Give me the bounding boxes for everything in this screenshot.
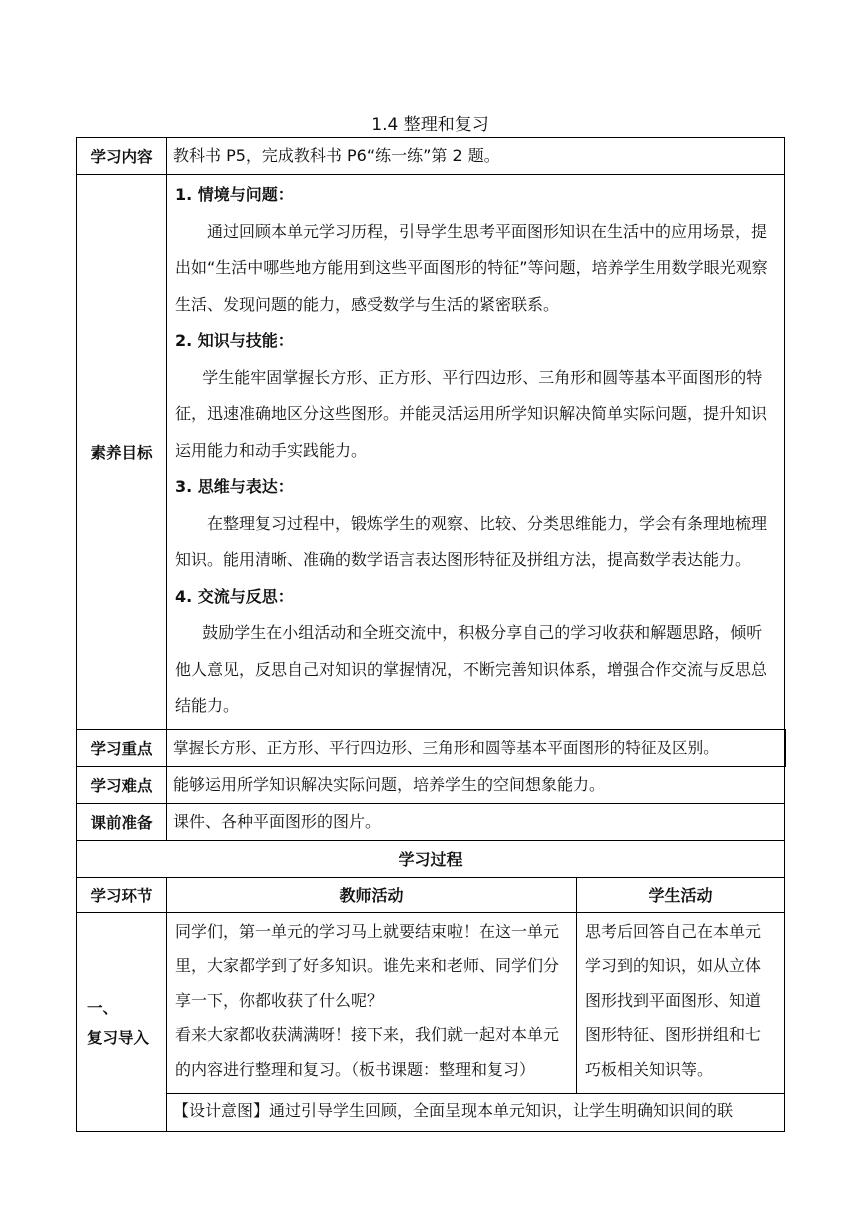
stage1-label	[77, 912, 167, 1132]
label-content: 学习内容	[77, 138, 167, 175]
label-goals: 素养目标	[77, 175, 167, 730]
row-content	[77, 138, 785, 175]
difficulty-text: 能够运用所学知识解决实际问题，培养学生的空间想象能力。	[167, 766, 785, 803]
row-stage1	[77, 912, 785, 1094]
header-teacher: 教师活动	[167, 877, 577, 912]
page-title: 1.4 整理和复习	[371, 115, 489, 135]
lesson-plan-table	[76, 137, 786, 1132]
row-goals	[77, 175, 785, 730]
goal-text: 在整理复习过程中，锻炼学生的观察、比较、分类思维能力，学会有条理地梳理知识。能用清晰、准确的数学语言表达图形特征及拼组方法，提高数学表达能力。	[175, 513, 768, 569]
row-process-header	[77, 877, 785, 912]
stage1-teacher	[167, 912, 577, 1094]
prep-text: 课件、各种平面图形的图片。	[167, 803, 785, 840]
goals-body	[167, 175, 785, 730]
header-stage: 学习环节	[77, 877, 167, 912]
label-prep: 课前准备	[77, 803, 167, 840]
goal-heading: 1. 情境与问题：	[175, 185, 294, 204]
stage1-number: 一、	[87, 998, 119, 1017]
stage1-title: 复习导入	[87, 1028, 150, 1047]
goal-heading: 3. 思维与表达：	[175, 477, 294, 496]
row-process	[77, 840, 785, 877]
design-intent: 【设计意图】通过引导学生回顾，全面呈现本单元知识，让学生明确知识间的联	[167, 1094, 785, 1132]
row-prep	[77, 803, 785, 840]
stage1-student: 思考后回答自己在本单元学习到的知识，如从立体图形找到平面图形、知道图形特征、图形拼组和七巧板相关知识等。	[577, 912, 785, 1094]
goal-heading: 2. 知识与技能：	[175, 331, 294, 350]
label-focus: 学习重点	[77, 729, 167, 766]
process-heading: 学习过程	[77, 840, 785, 877]
goal-text: 通过回顾本单元学习历程，引导学生思考平面图形知识在生活中的应用场景，提出如“生活中哪些地方能用到这些平面图形的特征”等问题，培养学生用数学眼光观察生活、发现问题的能力，感受数学与生活的紧密联系。	[175, 221, 768, 314]
label-difficulty: 学习难点	[77, 766, 167, 803]
content-text: 教科书 P5，完成教科书 P6“练一练”第 2 题。	[167, 138, 785, 175]
row-design-intent	[77, 1094, 785, 1132]
goal-text: 学生能牢固掌握长方形、正方形、平行四边形、三角形和圆等基本平面图形的特征，迅速准确地区分这些图形。并能灵活运用所学知识解决简单实际问题，提升知识运用能力和动手实践能力。	[175, 367, 768, 460]
teacher-paragraph: 看来大家都收获满满呀！接下来，我们就一起对本单元的内容进行整理和复习。（板书课题：整理和复习）	[175, 1025, 560, 1079]
row-focus	[77, 729, 785, 766]
goal-text: 鼓励学生在小组活动和全班交流中，积极分享自己的学习收获和解题思路，倾听他人意见，反思自己对知识的掌握情况，不断完善知识体系，增强合作交流与反思总结能力。	[175, 623, 768, 715]
header-student: 学生活动	[577, 877, 785, 912]
focus-text: 掌握长方形、正方形、平行四边形、三角形和圆等基本平面图形的特征及区别。	[167, 729, 785, 766]
row-difficulty	[77, 766, 785, 803]
goal-heading: 4. 交流与反思：	[175, 586, 294, 606]
teacher-paragraph: 同学们，第一单元的学习马上就要结束啦！在这一单元里，大家都学到了好多知识。谁先来和老师、同学们分享一下，你都收获了什么呢？	[175, 921, 560, 1010]
